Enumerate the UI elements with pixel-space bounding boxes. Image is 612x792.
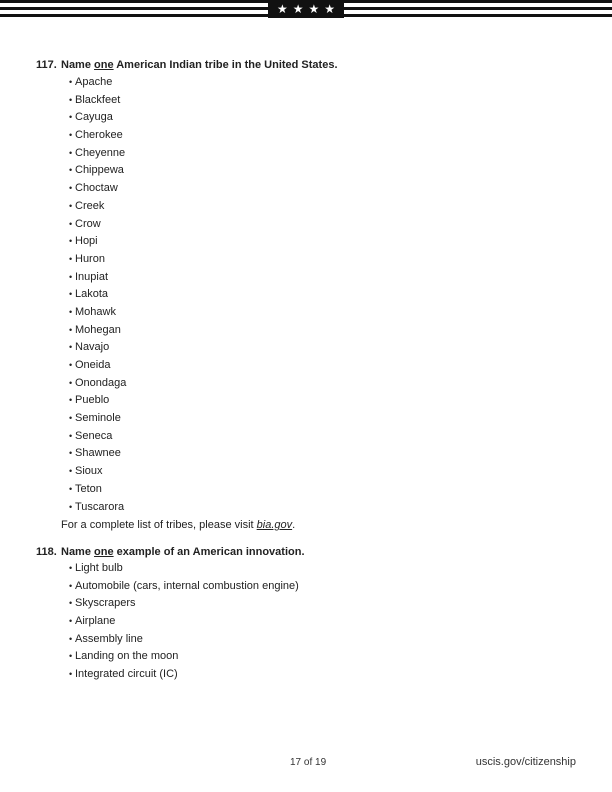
list-item: • Navajo [36,339,338,357]
list-item: • Inupiat [36,269,338,287]
list-item: • Automobile (cars, internal combustion engine) [36,578,305,596]
question-text: Name [61,546,95,558]
list-item: • Choctaw [36,180,338,198]
answer-list [36,560,305,684]
list-item: • Teton [36,481,338,499]
list-item: • Airplane [36,613,305,631]
list-item: • Mohawk [36,304,338,322]
list-item: • Creek [36,198,338,216]
question-title [36,58,338,72]
list-item: • Seneca [36,428,338,446]
list-item: • Tuscarora [36,499,338,517]
list-item: • Sioux [36,463,338,481]
question-118 [36,545,305,684]
question-text: Name [61,59,95,71]
header-banner [0,0,612,18]
question-number: 117. [36,59,57,71]
list-item: • Skyscrapers [36,595,305,613]
list-item: • Seminole [36,410,338,428]
list-item: • Apache [36,74,338,92]
list-item: • Landing on the moon [36,648,305,666]
list-item: • Oneida [36,357,338,375]
list-item: • Huron [36,251,338,269]
note-text: . [292,519,296,532]
list-item: • Pueblo [36,392,338,410]
list-item: • Lakota [36,286,338,304]
list-item: • Onondaga [36,375,338,393]
star-box [268,0,344,18]
list-item: • Mohegan [36,322,338,340]
list-item: • Shawnee [36,445,338,463]
question-text: example of an American innovation. [113,546,305,558]
question-number: 118. [36,546,57,558]
answer-list [36,74,338,516]
list-item: • Hopi [36,233,338,251]
list-item: • Assembly line [36,631,305,649]
question-117 [36,58,338,534]
question-title [36,545,305,559]
tribes-note [36,516,338,534]
list-item: • Integrated circuit (IC) [36,666,305,684]
star-icon: ★ [292,2,304,16]
note-text: For a complete list of tribes, please visit [61,519,257,532]
question-emphasis: one [94,546,114,558]
star-icon: ★ [276,2,288,16]
question-text: American Indian tribe in the United States. [113,59,338,71]
list-item: • Cayuga [36,109,338,127]
footer-url: uscis.gov/citizenship [475,756,576,768]
bia-gov-link[interactable]: bia.gov [256,519,293,532]
question-emphasis: one [94,59,114,71]
page-number: 17 of 19 [290,757,327,768]
list-item: • Light bulb [36,560,305,578]
star-icon: ★ [324,2,336,16]
list-item: • Blackfeet [36,92,338,110]
list-item: • Cheyenne [36,145,338,163]
list-item: • Cherokee [36,127,338,145]
star-icon: ★ [308,2,320,16]
list-item: • Chippewa [36,162,338,180]
list-item: • Crow [36,216,338,234]
